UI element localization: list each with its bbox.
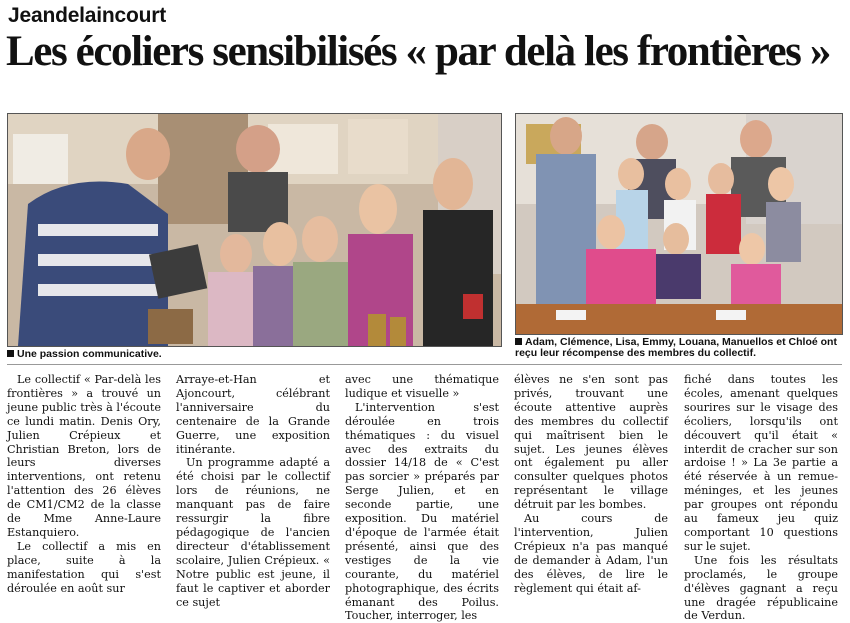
article-column-1 <box>7 373 161 595</box>
article-column-3 <box>345 373 499 623</box>
paragraph: élèves ne s'en sont pas privés, trouvant une écoute attentive auprès des membres du collectif qui maîtrisent bien le sujet. Les jeunes élèves ont également pu aller consulter quelques photos représentant le village détruit par les bombes. <box>514 373 668 512</box>
article-column-4 <box>514 373 668 595</box>
paragraph: Un programme adapté a été choisi par le collectif lors de réunions, ne manquant pas de faire ressurgir la fibre pédagogique de l'ancien directeur d'établissement scolaire, Julien Crépieux. « Notre public est jeune, il faut le captiver et aborder ce sujet <box>176 456 330 609</box>
paragraph: L'intervention s'est déroulée en trois thématiques : du visuel avec des extraits du dossier 14/18 de « C'est pas sorcier » préparés par Serge Julien, et en seconde partie, une exposition. Du matériel d'époque de l'armée était présenté, ainsi que des vestiges de la vie courante, du matériel photographique, des écrits émanant des Poilus. Toucher, interroger, les <box>345 400 499 623</box>
caption-bullet-icon <box>515 338 522 345</box>
photo-recompense <box>515 113 843 335</box>
article-column-5 <box>684 373 838 623</box>
caption-bullet-icon <box>7 350 14 357</box>
paragraph: Au cours de l'intervention, Julien Crépieux n'a pas manqué de demander à Adam, l'un des élèves, de lire le règlement qui était af- <box>514 512 668 595</box>
caption-photo2 <box>515 337 845 359</box>
article-column-2 <box>176 373 330 609</box>
divider <box>7 364 842 365</box>
caption-photo1 <box>7 349 500 360</box>
paragraph: Le collectif a mis en place, suite à la manifestation qui s'est déroulée en août sur <box>7 539 161 595</box>
paragraph: fiché dans toutes les écoles, amenant quelques sourires sur le visage des écoliers, lorsqu'ils ont découvert qu'il était « interdit de cracher sur son ardoise ! » La 3e partie a été réservée à un remue-méninges, et les jeunes par groupes ont répondu au fameux jeu quiz comportant 10 questions sur le sujet. <box>684 373 838 553</box>
caption-text: Une passion communicative. <box>17 348 162 360</box>
caption-text: Adam, Clémence, Lisa, Emmy, Louana, Manuellos et Chloé ont reçu leur récompense des membres du collectif. <box>515 336 837 359</box>
photo-passion <box>7 113 502 347</box>
paragraph: avec une thématique ludique et visuelle » <box>345 373 499 400</box>
paragraph: Le collectif « Par-delà les frontières » a trouvé un jeune public très à l'écoute ce lundi matin. Denis Ory, Julien Crépieux et Christian Breton, lors de leurs diverses interventions, ont retenu l'attention des 26 élèves de CM1/CM2 de la classe de Mme Anne-Laure Estanquiero. <box>7 373 161 539</box>
paragraph: Une fois les résultats proclamés, le groupe d'élèves gagnant a reçu une dragée républicaine de Verdun. <box>684 553 838 623</box>
paragraph: Arraye-et-Han et Ajoncourt, célébrant l'anniversaire du centenaire de la Grande Guerre, une exposition itinérante. <box>176 373 330 456</box>
headline: Les écoliers sensibilisés « par delà les frontières » <box>6 28 830 75</box>
kicker: Jeandelaincourt <box>8 4 167 27</box>
